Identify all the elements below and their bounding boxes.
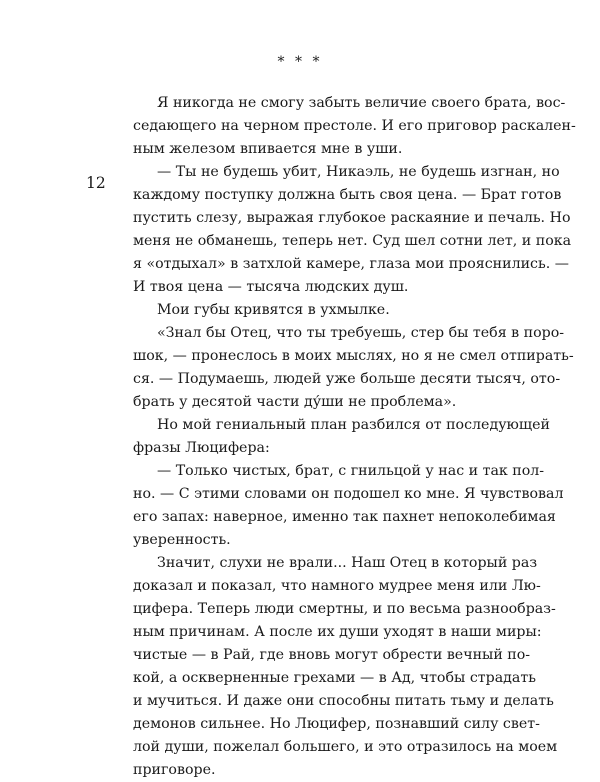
body-text [133,92,576,782]
text-line: каждому поступку должна быть своя цена. — Брат готов [133,187,562,203]
text-line: демонов сильнее. Но Люцифер, познавший силу свет- [133,716,540,732]
text-line: «Знал бы Отец, что ты требуешь, стер бы тебя в поро- [157,325,565,341]
text-line: приговоре. [133,762,216,778]
text-line: доказал и показал, что намного мудрее меня или Лю- [133,578,541,594]
text-line: И твоя цена — тысяча людских душ. [133,279,409,295]
text-line: кой, а оскверненные грехами — в Ад, чтобы страдать [133,670,536,686]
section-divider: * * * [277,54,323,70]
text-line: и мучиться. И даже они способны питать тьму и делать [133,693,554,709]
text-line: ным причинам. А после их души уходят в наши миры: [133,624,542,640]
text-line: чистые — в Рай, где вновь могут обрести вечный по- [133,647,531,663]
text-line: его запах: наверное, именно так пахнет непоколебимая [133,509,556,525]
text-line: Но мой гениальный план разбился от последующей [157,417,550,433]
text-line: фразы Люцифера: [133,440,270,456]
text-line: седающего на черном престоле. И его приговор раскален- [133,118,576,134]
text-line: цифера. Теперь люди смертны, и по весьма разнообраз- [133,601,556,617]
page-number: 12 [86,174,106,192]
text-line: я «отдыхал» в затхлой камере, глаза мои прояснились. — [133,256,569,272]
text-line: Я никогда не смогу забыть величие своего брата, вос- [157,95,566,111]
text-line: ся. — Подумаешь, людей уже больше десяти тысяч, ото- [133,371,561,387]
text-line: ным железом впивается мне в уши. [133,141,403,157]
text-line: Мои губы кривятся в ухмылке. [157,302,390,318]
text-line: меня не обманешь, теперь нет. Суд шел сотни лет, и пока [133,233,572,249]
text-line: — Только чистых, брат, с гнильцой у нас и так пол- [157,463,545,479]
text-line: — Ты не будешь убит, Никаэль, не будешь изгнан, но [157,164,560,180]
text-line: брать у десятой части ду́ши не проблема». [133,394,457,410]
text-line: шок, — пронеслось в моих мыслях, но я не смел отпирать- [133,348,574,364]
text-line: лой души, пожелал большего, и это отразилось на моем [133,739,558,755]
text-line: уверенность. [133,532,231,548]
text-line: пустить слезу, выражая глубокое раскаяние и печаль. Но [133,210,571,226]
text-line: Значит, слухи не врали... Наш Отец в который раз [157,555,538,571]
text-line: но. — С этими словами он подошел ко мне. Я чувствовал [133,486,564,502]
